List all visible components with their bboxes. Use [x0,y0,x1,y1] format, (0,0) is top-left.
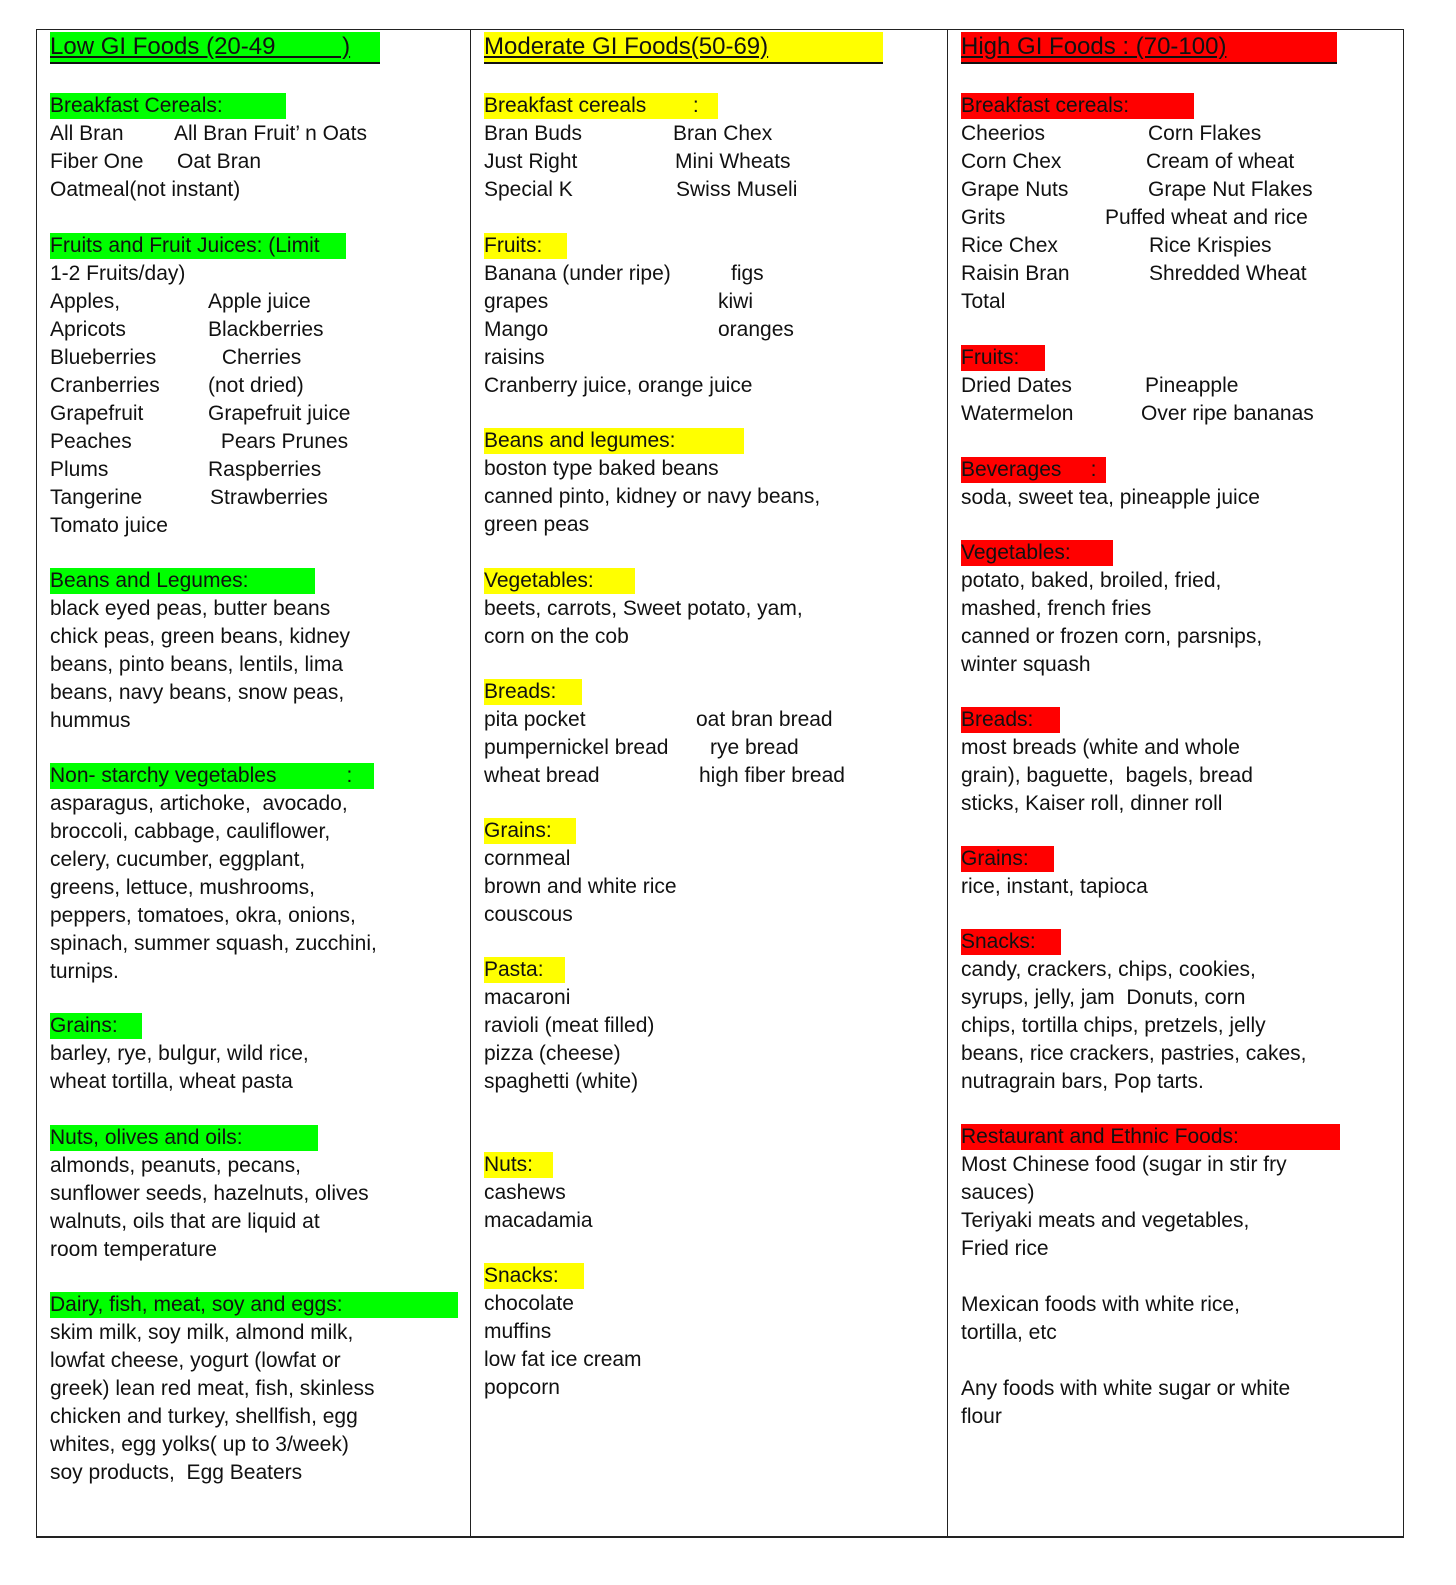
section-header: Vegetables: [484,568,635,594]
food-item: winter squash [961,653,1091,676]
food-item: Blackberries [208,318,324,341]
food-item: Apples, [50,290,121,313]
food-item: canned or frozen corn, parsnips, [961,625,1263,648]
food-item: Mini Wheats [675,150,791,173]
section-header: Non- starchy vegetables : [50,763,374,789]
food-item: chips, tortilla chips, pretzels, jelly [961,1014,1266,1037]
food-item: beans, pinto beans, lentils, lima [50,653,344,676]
food-item: potato, baked, broiled, fried, [961,569,1222,592]
food-item: most breads (white and whole [961,736,1240,759]
food-item: Apricots [50,318,126,341]
food-item: (not dried) [208,374,304,397]
food-item: Grape Nuts [961,178,1069,201]
food-item: Cherries [216,346,302,369]
food-item: Most Chinese food (sugar in stir fry [961,1153,1287,1176]
food-item: boston type baked beans [484,457,719,480]
food-item: Corn Chex [961,150,1062,173]
food-item: Cranberries [50,374,160,397]
food-item: Cheerios [961,122,1046,145]
food-item: Tangerine [50,486,143,509]
food-item: syrups, jelly, jam Donuts, corn [961,986,1246,1009]
section-header: Breads: [961,707,1060,733]
food-item: sticks, Kaiser roll, dinner roll [961,792,1223,815]
food-item: chocolate [484,1292,574,1315]
high-gi-column [948,30,1405,1536]
food-item: spaghetti (white) [484,1070,639,1093]
food-item: 1-2 Fruits/day) [50,262,186,285]
section-header: Breakfast cereals: [961,93,1194,119]
food-item: grain), baguette, bagels, bread [961,764,1253,787]
section-header: Snacks: [484,1263,584,1289]
section-header: Fruits: [961,345,1045,371]
food-item: beets, carrots, Sweet potato, yam, [484,597,803,620]
food-item: Watermelon [961,402,1074,425]
food-item: Fiber One [50,150,144,173]
food-item: chicken and turkey, shellfish, egg [50,1405,358,1428]
food-item: Rice Krispies [1149,234,1272,257]
food-item: brown and white rice [484,875,677,898]
section-header: Breakfast cereals : [484,93,718,119]
section-header: Pasta: [484,957,565,983]
section-header: Nuts: [484,1152,553,1178]
food-item: figs [731,262,764,285]
food-item: grapes [484,290,549,313]
food-item: Oatmeal(not instant) [50,178,241,201]
food-item: rice, instant, tapioca [961,875,1148,898]
food-item: Shredded Wheat [1149,262,1307,285]
food-item: Fried rice [961,1237,1049,1260]
food-item: Over ripe bananas [1141,402,1314,425]
food-item: Swiss Museli [676,178,798,201]
food-item: Bran Buds [484,122,583,145]
section-header: Nuts, olives and oils: [50,1125,318,1151]
food-item: Dried Dates [961,374,1072,397]
food-item: Special K [484,178,573,201]
section-header: Snacks: [961,929,1061,955]
food-item: Plums [50,458,109,481]
section-header: Grains: [484,818,576,844]
food-item: All Bran Fruit’ n Oats [174,122,367,145]
section-header: Beans and Legumes: [50,568,315,594]
food-item: soda, sweet tea, pineapple juice [961,486,1260,509]
food-item: ravioli (meat filled) [484,1014,655,1037]
food-item: high fiber bread [699,764,845,787]
food-item: sauces) [961,1181,1035,1204]
food-item: Tomato juice [50,514,168,537]
section-header: Grains: [961,846,1054,872]
food-item: hummus [50,709,131,732]
food-item: greens, lettuce, mushrooms, [50,876,315,899]
food-item: Teriyaki meats and vegetables, [961,1209,1250,1232]
food-item: spinach, summer squash, zucchini, [50,932,377,955]
food-item: All Bran [50,122,124,145]
food-item: wheat tortilla, wheat pasta [50,1070,293,1093]
section-header: Grains: [50,1013,142,1039]
food-item: beans, rice crackers, pastries, cakes, [961,1042,1307,1065]
food-item: Pineapple [1145,374,1239,397]
food-item: lowfat cheese, yogurt (lowfat or [50,1349,341,1372]
food-item: Strawberries [210,486,328,509]
food-item: skim milk, soy milk, almond milk, [50,1321,354,1344]
section-header: Fruits: [484,233,567,259]
food-item: raisins [484,346,545,369]
food-item: kiwi [718,290,753,313]
food-item: low fat ice cream [484,1348,642,1371]
food-item: whites, egg yolks( up to 3/week) [50,1433,349,1456]
food-item: couscous [484,903,573,926]
food-item: Peaches [50,430,132,453]
food-item: sunflower seeds, hazelnuts, olives [50,1182,369,1205]
food-item: Pears Prunes [215,430,349,453]
food-item: candy, crackers, chips, cookies, [961,958,1256,981]
food-item: Cream of wheat [1146,150,1295,173]
food-item: greek) lean red meat, fish, skinless [50,1377,375,1400]
food-item: peppers, tomatoes, okra, onions, [50,904,356,927]
food-item: Puffed wheat and rice [1105,206,1308,229]
food-item: oranges [718,318,794,341]
food-item: Banana (under ripe) [484,262,671,285]
food-item: barley, rye, bulgur, wild rice, [50,1042,309,1065]
food-item: green peas [484,513,590,536]
food-item: Raisin Bran [961,262,1070,285]
food-item: canned pinto, kidney or navy beans, [484,485,821,508]
food-item: tortilla, etc [961,1321,1057,1344]
food-item: broccoli, cabbage, cauliflower, [50,820,331,843]
food-item: macadamia [484,1209,593,1232]
food-item: walnuts, oils that are liquid at [50,1210,320,1233]
section-header: Beans and legumes: [484,428,744,454]
food-item: mashed, french fries [961,597,1152,620]
food-item: pumpernickel bread [484,736,669,759]
food-item: cashews [484,1181,566,1204]
low-gi-column [37,30,471,1536]
food-item: Grapefruit juice [208,402,351,425]
food-item: corn on the cob [484,625,629,648]
food-item: Mango [484,318,549,341]
food-item: macaroni [484,986,571,1009]
food-item: celery, cucumber, eggplant, [50,848,306,871]
section-header: Dairy, fish, meat, soy and eggs: [50,1292,458,1318]
moderate-gi-title: Moderate GI Foods(50-69) [484,32,883,64]
section-header: Breads: [484,679,582,705]
food-item: black eyed peas, butter beans [50,597,331,620]
food-item: muffins [484,1320,552,1343]
food-item: cornmeal [484,847,571,870]
food-item: nutragrain bars, Pop tarts. [961,1070,1204,1093]
food-item: Cranberry juice, orange juice [484,374,753,397]
food-item: rye bread [710,736,799,759]
section-header: Restaurant and Ethnic Foods: [961,1124,1340,1150]
gi-food-table [36,29,1404,1538]
food-item: Mexican foods with white rice, [961,1293,1240,1316]
food-item: oat bran bread [696,708,833,731]
food-item: Raspberries [208,458,322,481]
food-item: Just Right [484,150,578,173]
food-item: flour [961,1405,1002,1428]
food-item: chick peas, green beans, kidney [50,625,351,648]
food-item: Any foods with white sugar or white [961,1377,1291,1400]
food-item: wheat bread [484,764,600,787]
food-item: Grits [961,206,1006,229]
food-item: Total [961,290,1006,313]
food-item: Rice Chex [961,234,1058,257]
food-item: Apple juice [208,290,311,313]
food-item: pizza (cheese) [484,1042,621,1065]
food-item: asparagus, artichoke, avocado, [50,792,348,815]
moderate-gi-column [471,30,948,1536]
food-item: Oat Bran [177,150,262,173]
high-gi-title: High GI Foods : (70-100) [961,32,1337,64]
section-header: Breakfast Cereals: [50,93,286,119]
food-item: almonds, peanuts, pecans, [50,1154,301,1177]
food-item: Blueberries [50,346,157,369]
food-item: turnips. [50,960,119,983]
low-gi-title: Low GI Foods (20-49 ) [50,32,380,64]
food-item: Grape Nut Flakes [1148,178,1313,201]
food-item: soy products, Egg Beaters [50,1461,303,1484]
food-item: pita pocket [484,708,586,731]
food-item: Corn Flakes [1148,122,1262,145]
food-item: beans, navy beans, snow peas, [50,681,345,704]
section-header: Vegetables: [961,540,1113,566]
food-item: popcorn [484,1376,560,1399]
food-item: Bran Chex [673,122,773,145]
food-item: room temperature [50,1238,217,1261]
section-header: Beverages : [961,457,1106,483]
food-item: Grapefruit [50,402,144,425]
section-header: Fruits and Fruit Juices: (Limit [50,233,346,259]
